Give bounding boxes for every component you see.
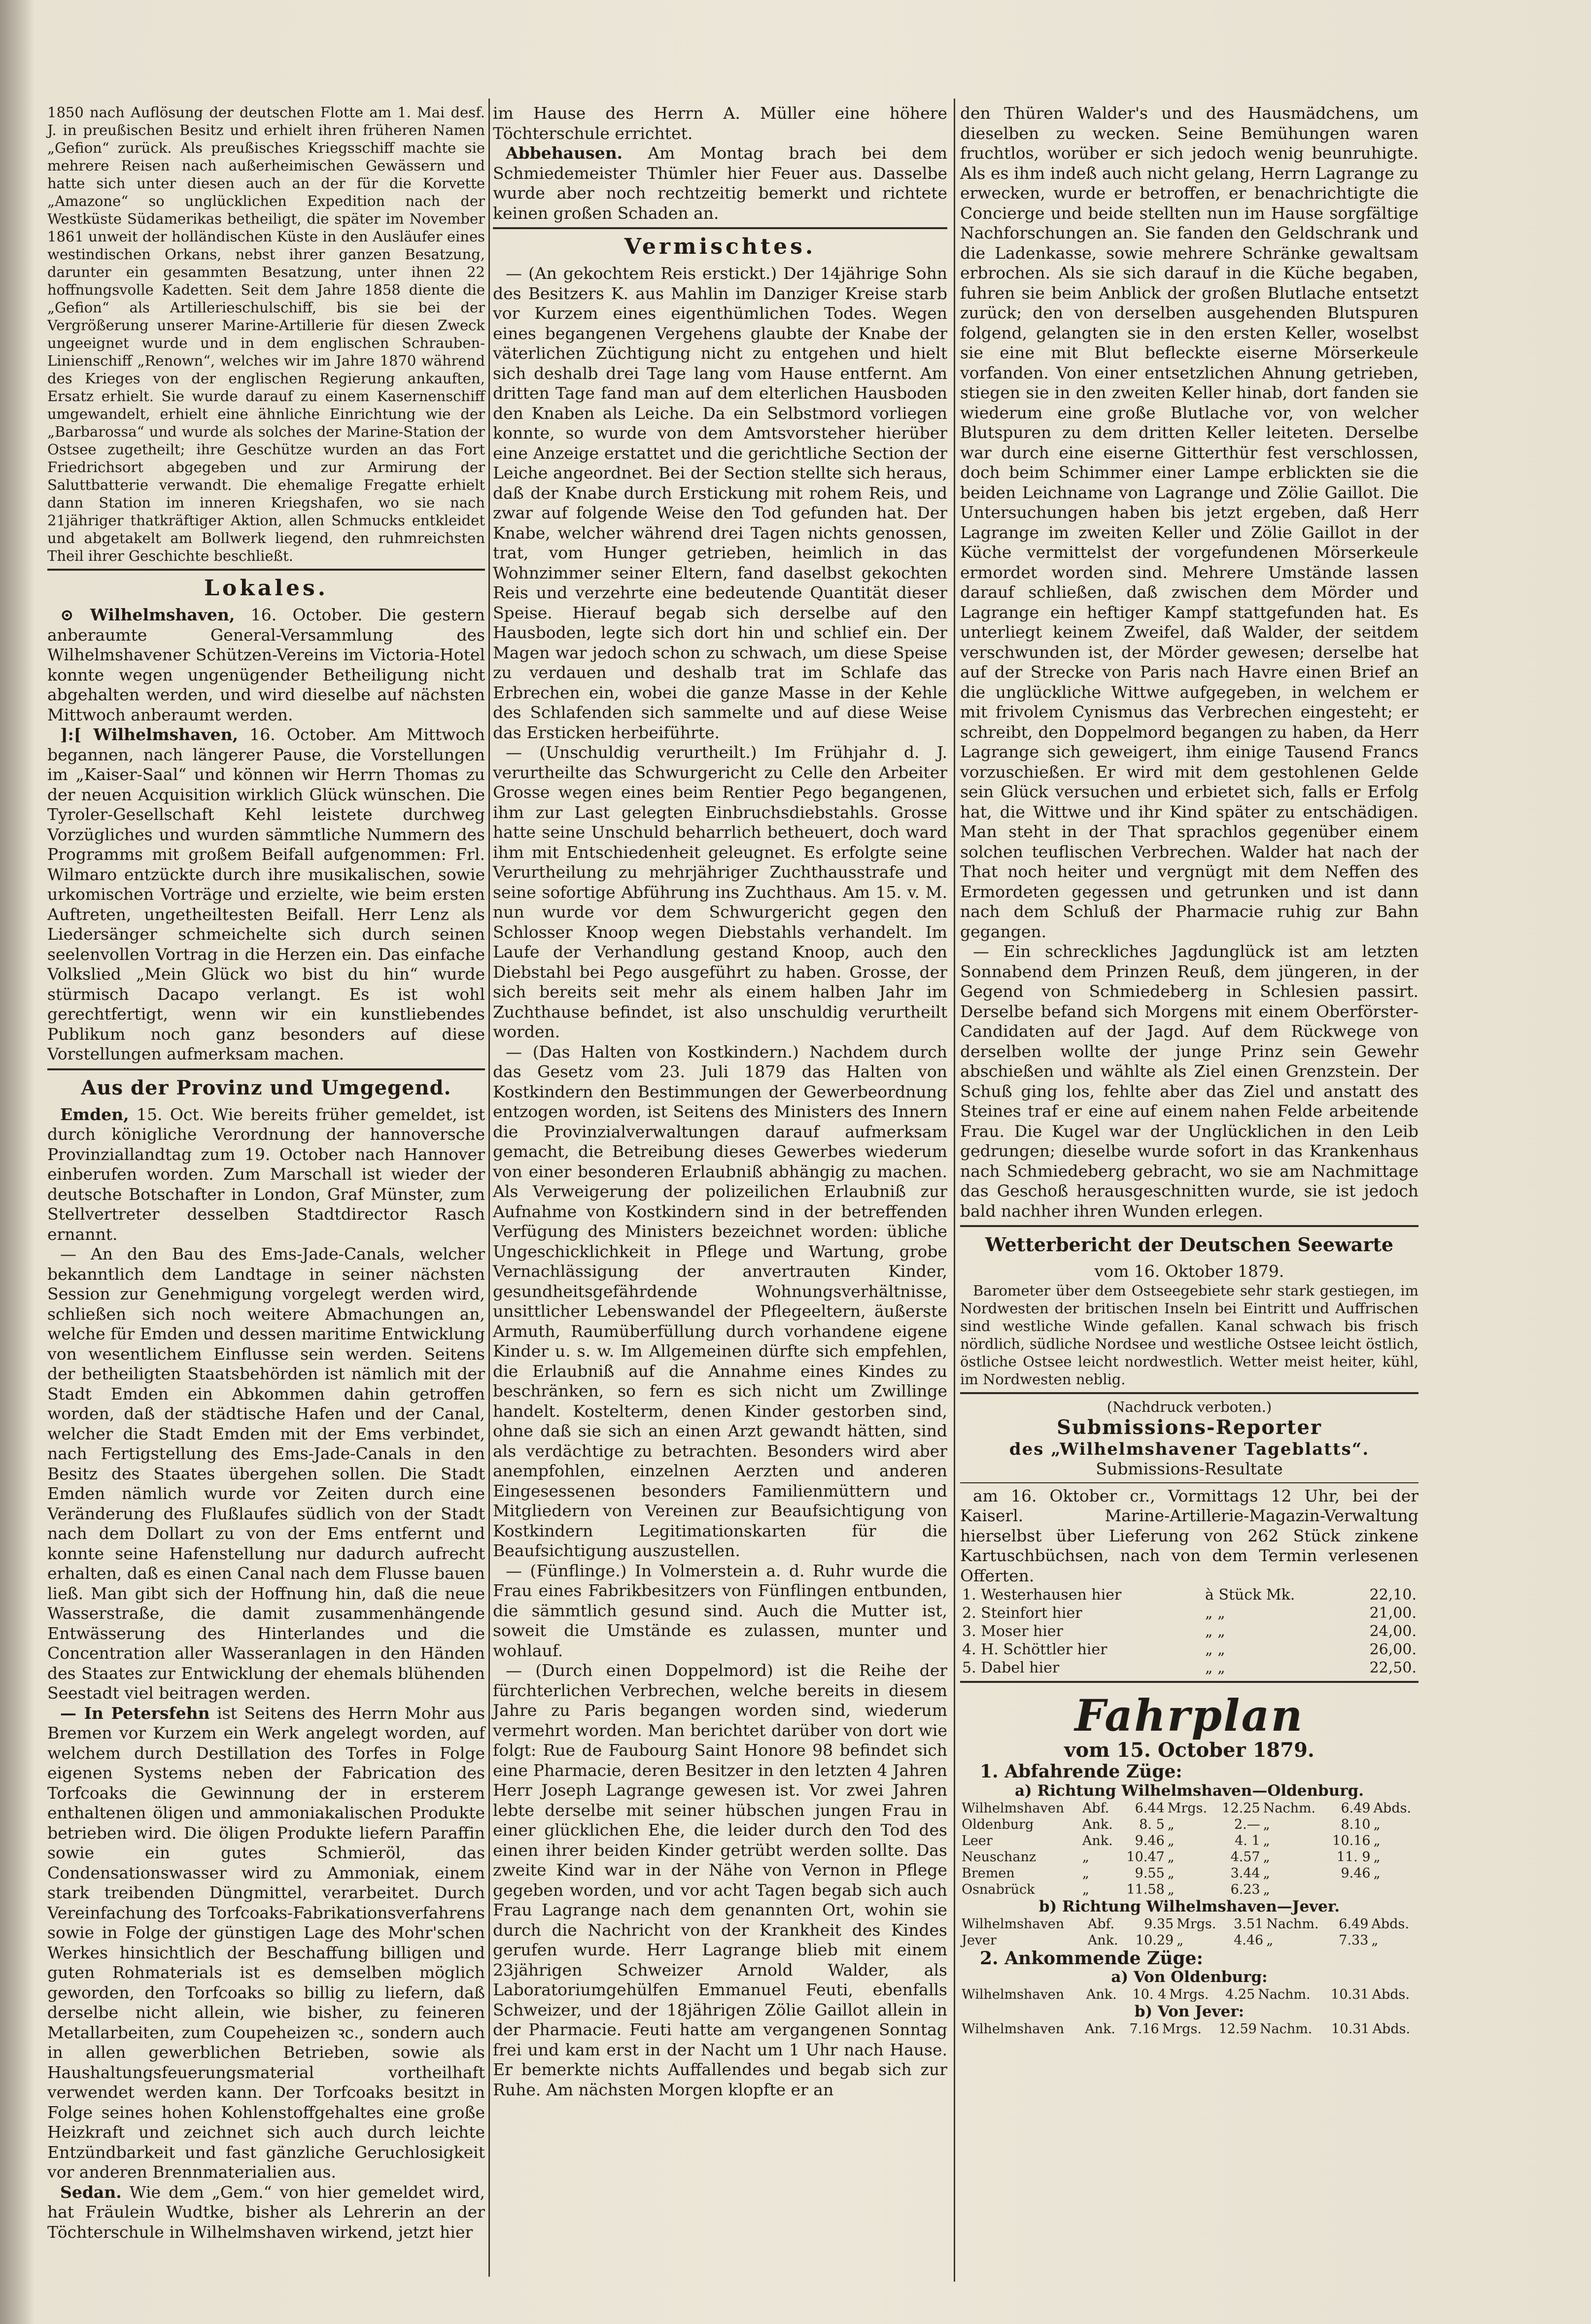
timetable-cell: Mrgs.	[1169, 1987, 1209, 2002]
submissions-heading: Submissions-Reporter	[1057, 1415, 1322, 1439]
timetable-cell: „	[1266, 1932, 1274, 1948]
station-name: Wilhelmshaven	[962, 1987, 1065, 2002]
continuation-text: im Hause des Herrn A. Müller eine höhere Töchterschule errichtet.	[493, 103, 947, 143]
timetable-cell: Abf.	[1082, 1800, 1109, 1816]
richtung-jever: b) Richtung Wilhelmshaven—Jever.	[1038, 1897, 1340, 1915]
timetable-cell: „	[1167, 1833, 1175, 1848]
submission-row	[960, 1586, 1418, 1604]
timetable-cell: 10.31	[1331, 1987, 1369, 2002]
column-3	[960, 103, 1418, 2037]
timetable-cell: Ank.	[1082, 1833, 1113, 1848]
submissions-text: am 16. Oktober cr., Vormittags 12 Uhr, bei der Kaiserl. Marine-Artillerie-Magazin-Verwaltung hierselbst über Lieferung von 262 Stück zinkene Kartuschbüchsen, nach von dem Termin verlesenen Offerten.	[960, 1486, 1418, 1585]
timetable-cell: „	[1167, 1849, 1175, 1865]
vermischtes-heading: Vermischtes.	[624, 234, 816, 259]
column-rule-2	[954, 99, 955, 2282]
timetable-cell: 3.51	[1234, 1916, 1264, 1932]
unit: „ „	[1205, 1605, 1225, 1622]
wetterbericht-text: Barometer über dem Ostseegebiete sehr stark gestiegen, im Nordwesten der britischen Inseln bei Eintritt und Auffrischen sind westliche Winde gefallen. Kanal schwach bis frisch nördlich, südliche Nordsee und westliche Ostsee leicht östlich, östliche Ostsee leicht nordwestlich. Wetter meist heiter, kühl, im Nordwesten neblig.	[960, 1282, 1418, 1388]
column-1	[47, 103, 485, 2242]
timetable-cell: Abds.	[1371, 1916, 1409, 1932]
fahrplan-title: Fahrplan	[1074, 1690, 1304, 1741]
price: 24,00.	[1369, 1623, 1417, 1640]
section-divider	[960, 1681, 1418, 1683]
provinz-heading: Aus der Provinz und Umgegend.	[81, 1076, 451, 1099]
timetable-row	[960, 1881, 1418, 1898]
submission-row	[960, 1659, 1418, 1677]
submission-row	[960, 1640, 1418, 1659]
timetable-cell: 4.25	[1225, 1987, 1255, 2002]
section-divider	[47, 569, 485, 571]
timetable-cell: Abds.	[1372, 2021, 1411, 2037]
timetable-cell: „	[1167, 1881, 1175, 1897]
timetable-cell: „	[1263, 1865, 1270, 1881]
lokales-item-1: ⊙ Wilhelmshaven, 16. October. Die gestern anberaumte General-Versammlung des Wilhelmshavener Schützen-Vereins im Victoria-Hotel konnte wegen ungenügender Betheiligung nicht abgehalten werden, und wird dieselbe auf nächsten Mittwoch anberaumt werden.	[47, 605, 485, 724]
station-name: Leer	[962, 1833, 993, 1848]
submissions-table	[960, 1586, 1418, 1677]
price: 21,00.	[1369, 1605, 1417, 1622]
lokales-heading: Lokales.	[204, 576, 329, 601]
unit: „ „	[1205, 1659, 1225, 1676]
section-divider	[47, 1068, 485, 1070]
timetable-cell: 8.10	[1341, 1816, 1371, 1832]
timetable-cell: 11. 9	[1336, 1849, 1371, 1865]
timetable-cell: Abf.	[1087, 1916, 1115, 1932]
timetable-cell: „	[1263, 1849, 1270, 1865]
timetable-cell: 12.59	[1218, 2021, 1257, 2037]
nachdruck-note: (Nachdruck verboten.)	[1107, 1398, 1272, 1415]
station-name: Oldenburg	[962, 1816, 1034, 1832]
timetable-cell: 10.29	[1135, 1932, 1174, 1948]
petersfehn-item: — In Petersfehn ist Seitens des Herrn Mohr aus Bremen vor Kurzem ein Werk angelegt worden, auf welchem durch Destillation des Torfes in Folge eigenen Systems neben der Fabrication des Torfcoaks die Gewinnung der in ersterem enthaltenen öligen und ammoniakalischen Produkte betrieben wird. Die öligen Produkte liefern Paraffin sowie ein gutes Schmieröl, das Condensationswasser wird zu Ammoniak, einem stark treibenden Düngmittel, verarbeitet. Durch Vereinfachung des Torfcoaks-Fabrikationsverfahrens sowie in Folge der günstigen Lage des Mohr'schen Werkes hinsichtlich der Beschaffung billigen und guten Rohmaterials ist es demselben möglich geworden, den Torfcoaks so billig zu liefern, daß derselbe nicht allein, wie bisher, zu feineren Metallarbeiten, zum Coupeheizen ꝛc., sondern auch in allen gewerblichen Betrieben, sowie als Haushaltungsfeuerungsmaterial vortheilhaft verwendet werden kann. Der Torfcoaks besitzt in Folge seines hohen Kohlenstoffgehaltes eine große Heizkraft und zeichnet sich auch durch leichte Entzündbarkeit und fast gänzliche Geruchlosigkeit vor anderen Brennmaterialien aus.	[47, 1703, 485, 2182]
timetable-cell: „	[1263, 1881, 1270, 1897]
divider	[960, 1482, 1418, 1483]
timetable-row	[960, 1833, 1418, 1849]
timetable-cell: 10.31	[1331, 2021, 1370, 2037]
timetable-cell: 2.—	[1234, 1816, 1260, 1832]
von-jever: b) Von Jever:	[1134, 2003, 1245, 2020]
price: 22,50.	[1369, 1659, 1417, 1676]
timetable-row	[960, 2021, 1418, 2037]
timetable-row	[960, 1986, 1418, 2003]
timetable-cell: 6.49	[1339, 1916, 1369, 1932]
timetable-cell: 3.44	[1230, 1865, 1260, 1881]
sedan-item: Sedan. Wie dem „Gem.“ von hier gemeldet wird, hat Fräulein Wudtke, bisher als Lehrerin an der Töchterschule in Wilhelmshaven wirkend, jetzt hier	[47, 2182, 485, 2242]
timetable-cell: 6.44	[1135, 1800, 1165, 1816]
bidder-name: 3. Moser hier	[962, 1623, 1063, 1640]
timetable-cell: „	[1263, 1833, 1270, 1848]
bidder-name: 2. Steinfort hier	[962, 1605, 1082, 1622]
dateline: — In Petersfehn	[60, 1703, 210, 1723]
timetable-cell: Nachm.	[1259, 2021, 1313, 2037]
timetable-cell: „	[1167, 1816, 1175, 1832]
wetterbericht-heading: Wetterbericht der Deutschen Seewarte	[985, 1233, 1394, 1256]
dateline: ]:[ Wilhelmshaven,	[60, 725, 239, 744]
timetable-cell: 7.16	[1129, 2021, 1159, 2037]
column-2	[493, 103, 947, 2100]
lokales-item-2: ]:[ Wilhelmshaven, 16. October. Am Mittwoch begannen, nach längerer Pause, die Vorstellungen im „Kaiser-Saal“ und können wir Herrn Thomas zu der neuen Acquisition wirklich Glück wünschen. Die Tyroler-Gesellschaft Kehl leistete durchweg Vorzügliches und wurden sämmtliche Nummern des Programms mit großem Beifall aufgenommen: Frl. Wilmaro entzückte durch ihre musikalischen, sowie urkomischen Vorträge und erzielte, wie beim ersten Auftreten, ungetheiltesten Beifall. Herr Lenz als Liedersänger schmeichelte sich durch seinen seelenvollen Vortrag in die Herzen ein. Das einfache Volkslied „Mein Glück wo bist du hin“ wurde stürmisch Dacapo verlangt. Es ist wohl gerechtfertigt, wenn wir ein kunstliebendes Publikum noch ganz besonders auf diese Vorstellungen aufmerksam machen.	[47, 725, 485, 1063]
timetable-cell: Nachm.	[1266, 1916, 1319, 1932]
timetable-cell: 11.58	[1126, 1881, 1165, 1897]
kostkinder-article: — (Das Halten von Kostkindern.) Nachdem durch das Gesetz vom 23. Juli 1879 das Halten von Kostkindern den Bestimmungen der Gewerbeordnung entzogen worden, ist Seitens des Ministers des Innern die Provinzialverwaltungen darauf aufmerksam gemacht, die Betreibung dieses Gewerbes wiederum von einer besonderen Erlaubniß abhängig zu machen. Als Verweigerung der polizeilichen Erlaubniß zur Aufnahme von Kostkindern sind in der betreffenden Verfügung des Ministers bezeichnet worden: übliche Ungeschicklichkeit in Pflege und Wartung, grobe Vernachlässigung der anvertrauten Kinder, gesundheitsgefährdende Wohnungsverhältnisse, unsittlicher Lebenswandel der Pflegeeltern, äußerste Armuth, Raumüberfüllung durch vorhandene eigene Kinder u. s. w. Im Allgemeinen dürfte sich empfehlen, die Erlaubniß auf die Annahme eines Kindes zu beschränken, so fern es sich nicht um Zwillinge handelt. Kostelterm, denen Kinder gestorben sind, ohne daß sie sich an einen Arzt gewandt hätten, sind als verdächtige zu betrachten. Besonders wird aber anempfohlen, einzelnen Aerzten und anderen Eingesessenen besonders Familienmüttern und Mitgliedern von Vereinen zur Beaufsichtigung von Kostkindern Legitimationskarten für die Beaufsichtigung auszustellen.	[493, 1042, 947, 1560]
timetable-cell: „	[1373, 1849, 1381, 1865]
timetable-cell: 10.47	[1126, 1849, 1165, 1865]
timetable-cell: „	[1082, 1865, 1089, 1881]
timetable-row	[960, 1916, 1418, 1932]
emden-item: Emden, 15. Oct. Wie bereits früher gemeldet, ist durch königliche Verordnung der hannoversche Provinziallandtag zum 19. October nach Hannover einberufen worden. Zum Marschall ist wieder der deutsche Botschafter in London, Graf Münster, zum Stellvertreter desselben Stadtdirector Rasch ernannt.	[47, 1104, 485, 1244]
timetable-row	[960, 1800, 1418, 1816]
von-oldenburg: a) Von Oldenburg:	[1111, 1968, 1268, 1986]
gefion-article: 1850 nach Auflösung der deutschen Flotte am 1. Mai desf. J. in preußischen Besitz und erhielt ihren früheren Namen „Gefion“ zurück. Als preußisches Kriegsschiff machte sie mehrere Reisen nach außerheimischen Gewässern und hatte sich unter diesen auch an der für die Korvette „Amazone“ so unglücklichen Expedition nach der Westküste Südamerikas betheiligt, die später im November 1861 unweit der holländischen Küste in den Ausläufer eines westindischen Orkans, nebst ihrer ganzen Besatzung, darunter ein gesammten Besatzung, unter ihnen 22 hoffnungsvolle Kadetten. Seit dem Jahre 1858 diente die „Gefion“ als Artillerieschulschiff, bis sie bei der Vergrößerung unserer Marine-Artillerie für diesen Zweck ungeeignet wurde und in dem englischen Schrauben-Linienschiff „Renown“, welches wir im Jahre 1870 während des Krieges von der englischen Regierung ankauften, Ersatz erhielt. Sie wurde darauf zu einem Kasernenschiff umgewandelt, erhielt eine ähnliche Einrichtung wie der „Barbarossa“ und wurde als solches der Marine-Station der Ostsee zugetheilt; ihre Geschütze wurden an das Fort Friedrichsort abgegeben und zur Armirung der Saluttbatterie verwandt. Die ehemalige Fregatte erhielt dann Station im inneren Kriegshafen, wo sie nach 21jähriger thatkräftiger Aktion, allen Schmucks entkleidet und abgetakelt am Bollwerk liegend, den ruhmreichsten Theil ihrer Geschichte beschließt.	[47, 104, 485, 564]
fuenflinge-article: — (Fünflinge.) In Volmerstein a. d. Ruhr wurde die Frau eines Fabrikbesitzers von Fünflingen entbunden, die sämmtlich gesund sind. Auch die Mutter ist, soweit die Umstände es zulassen, munter und wohlauf.	[493, 1561, 947, 1660]
section-divider	[960, 1225, 1418, 1227]
timetable-row	[960, 1816, 1418, 1833]
dateline: ⊙ Wilhelmshaven,	[60, 605, 235, 624]
timetable-cell	[1325, 1881, 1372, 1898]
station-name: Wilhelmshaven	[962, 2021, 1065, 2037]
timetable-cell: Abds.	[1373, 1800, 1412, 1816]
bidder-name: 1. Westerhausen hier	[962, 1586, 1122, 1604]
timetable-cell: 12.25	[1222, 1800, 1260, 1816]
timetable-cell: „	[1082, 1849, 1089, 1865]
dateline: Sedan.	[60, 2182, 122, 2202]
timetable-cell: 4.46	[1234, 1932, 1264, 1948]
unit: à Stück Mk.	[1205, 1586, 1295, 1604]
timetable-cell: 6.49	[1341, 1800, 1371, 1816]
timetable-row	[960, 1865, 1418, 1881]
bidder-name: 5. Dabel hier	[962, 1659, 1060, 1676]
jagdunglueck-article: — Ein schreckliches Jagdunglück ist am letzten Sonnabend dem Prinzen Reuß, dem jüngeren, in der Gegend von Schmiedeberg in Schlesien passirt. Derselbe befand sich Morgens mit einem Oberförster-Candidaten auf der Jagd. Auf dem Rückwege von derselben wollte der junge Prinz sein Gewehr abschießen und wählte als Ziel einen Grenzstein. Der Schuß ging los, fehlte aber das Ziel und anstatt des Steines traf er eine auf einem nahen Felde arbeitende Frau. Die Kugel war der Unglücklichen in den Leib gedrungen; dieselbe wurde sofort in das Krankenhaus nach Schmiedeberg gebracht, wo sie am Nachmittage das Geschoß herausgeschnitten wurde, sie ist jedoch bald nachher ihren Wunden erlegen.	[960, 942, 1418, 1221]
station-name: Wilhelmshaven	[962, 1800, 1065, 1816]
station-name: Wilhelmshaven	[962, 1916, 1065, 1932]
timetable-oldenburg	[960, 1800, 1418, 1898]
unschuldig-article: — (Unschuldig verurtheilt.) Im Frühjahr d. J. verurtheilte das Schwurgericht zu Celle den Arbeiter Grosse wegen eines beim Rentier Pego begangenen, ihm zur Last gelegten Einbruchsdiebstahls. Grosse hatte seine Unschuld beharrlich betheuert, doch ward ihm mit Entschiedenheit geleugnet. Es erfolgte seine Verurtheilung zu mehrjähriger Zuchthausstrafe und seine sofortige Abführung ins Zuchthaus. Am 15. v. M. nun wurde vor dem Schwurgericht gegen den Schlosser Knoop wegen Diebstahls verhandelt. Im Laufe der Verhandlung gestand Knoop, auch den Diebstahl bei Pego ausgeführt zu haben. Grosse, der sich bereits seit mehr als einem halben Jahr im Zuchthause befindet, ist also unschuldig verurtheilt worden.	[493, 743, 947, 1041]
timetable-cell: „	[1176, 1932, 1184, 1948]
timetable-cell: Mrgs.	[1176, 1916, 1216, 1932]
timetable-cell: Nachm.	[1258, 1987, 1311, 2002]
timetable-cell	[1372, 1881, 1418, 1898]
reis-article: — (An gekochtem Reis erstickt.) Der 14jährige Sohn des Besitzers K. aus Mahlin im Danziger Kreise starb vor Kurzem eines eigenthümlichen Todes. Wegen eines begangenen Vergehens glaubte der Knabe der väterlichen Züchtigung nicht zu entgehen und hielt sich deshalb drei Tage lang vom Hause entfernt. Am dritten Tage fand man auf dem elterlichen Hausboden den Knaben als Leiche. Da ein Selbstmord vorliegen konnte, so wurde von dem Amtsvorsteher hierüber eine Anzeige erstattet und die gerichtliche Section der Leiche angeordnet. Bei der Section stellte sich heraus, daß der Knabe durch Erstickung mit rohem Reis, und zwar auf folgende Weise den Tod gefunden hat. Der Knabe, welcher während drei Tagen nichts genossen, trat, vom Hunger getrieben, heimlich in das Wohnzimmer seiner Eltern, fand daselbst gekochten Reis und verzehrte eine bedeutende Quantität dieser Speise. Hierauf begab sich derselbe auf den Hausboden, legte sich dort hin und schlief ein. Der Magen war jedoch schon zu schwach, um diese Speise zu verdauen und deshalb trat im Schlafe das Erbrechen ein, wobei die ganze Masse in der Kehle des Schlafenden sich sammelte und auf diese Weise das Ersticken herbeiführte.	[493, 264, 947, 742]
submissions-subheading: des „Wilhelmshavener Tageblatts“.	[1009, 1439, 1370, 1459]
timetable-von-jever	[960, 2021, 1418, 2037]
unit: „ „	[1205, 1641, 1225, 1658]
submission-row	[960, 1604, 1418, 1622]
timetable-cell: Abds.	[1372, 1987, 1410, 2002]
timetable-cell: „	[1167, 1865, 1175, 1881]
fahrplan-date: vom 15. October 1879.	[1064, 1739, 1314, 1762]
timetable-cell: „	[1371, 1932, 1379, 1948]
timetable-cell: Ank.	[1086, 1987, 1117, 2002]
column-rule-1	[488, 99, 490, 2277]
timetable-cell: 9.46	[1341, 1865, 1371, 1881]
timetable-cell: 9.55	[1135, 1865, 1165, 1881]
section-divider	[493, 227, 947, 229]
dateline: Abbehausen.	[506, 143, 623, 163]
richtung-oldenburg: a) Richtung Wilhelmshaven—Oldenburg.	[1014, 1781, 1364, 1800]
timetable-row	[960, 1932, 1418, 1948]
book-spine-shadow	[0, 0, 35, 2324]
submissions-results-label: Submissions-Resultate	[1096, 1459, 1283, 1478]
price: 22,10.	[1369, 1586, 1417, 1604]
doppelmord-continuation: den Thüren Walder's und des Hausmädchens, um dieselben zu wecken. Seine Bemühungen waren fruchtlos, worüber er sich jedoch wenig beunruhigte. Als es ihm indeß auch nicht gelang, Herrn Lagrange zu erwecken, wurde er betroffen, er benachrichtigte die Concierge und beide stellten nun im Hause sorgfältige Nachforschungen an. Sie fanden den Geldschrank und die Ladenkasse, sowie mehrere Schränke gewaltsam erbrochen. Als sie sich darauf in die Küche begaben, fuhren sie beim Anblick der großen Blutlache entsetzt zurück; den von derselben ausgehenden Blutspuren folgend, gelangten sie in den ersten Keller, woselbst sie eine mit Blut befleckte eiserne Mörserkeule vorfanden. Von einer entsetzlichen Ahnung getrieben, stiegen sie in den zweiten Keller hinab, dort fanden sie wiederum eine große Blutlache vor, von welcher Blutspuren zu dem dritten Keller leiteten. Derselbe war durch eine eiserne Gitterthür fest verschlossen, doch beim Schimmer einer Lampe erblickten sie die beiden Leichname von Lagrange und Zölie Gaillot. Die Untersuchungen haben bis jetzt ergeben, daß Herr Lagrange im zweiten Keller und Zölie Gaillot in der Küche vermittelst der vorgefundenen Mörserkeule ermordet worden sind. Mehrere Umstände lassen darauf schließen, daß zwischen dem Mörder und Lagrange ein heftiger Kampf stattgefunden hat. Es unterliegt keinem Zweifel, daß Walder, der seitdem verschwunden ist, der Mörder gewesen; derselbe hat auf der Strecke von Paris nach Havre einen Brief an die unglückliche Wittwe aufgegeben, in welchem er mit frivolem Cynismus das Verbrechen eingesteht; er schreibt, den Doppelmord begangen zu haben, da Herr Lagrange sich geweigert, ihm einige Tausend Francs vorzuschießen. Er wird mit dem gestohlenen Gelde sein Glück versuchen und erbietet sich, falls er Erfolg hat, die Wittwe und ihr Kind später zu entschädigen. Man steht in der That sprachlos gegenüber einem solchen teuflischen Verbrechen. Walder hat nach der That noch heiter und vergnügt mit dem Neffen des Ermordeten gegessen und getrunken und ist dann nach dem Schluß der Pharmacie ruhig zur Bahn gegangen.	[960, 103, 1418, 941]
price: 26,00.	[1369, 1641, 1417, 1658]
doppelmord-article: — (Durch einen Doppelmord) ist die Reihe der fürchterlichen Verbrechen, welche bereits in diesem Jahre zu Paris begangen worden sind, wiederum vermehrt worden. Man berichtet darüber von dort wie folgt: Rue de Faubourg Saint Honore 98 befindet sich eine Pharmacie, deren Besitzer in den letzten 4 Jahren Herr Joseph Lagrange gewesen ist. Vor zwei Jahren lebte derselbe mit seiner hübschen jungen Frau in einer glücklichen Ehe, die leider durch den Tod des einen ihrer beiden Kinder getrübt werden sollte. Das zweite Kind war in der Nähe von Vernon in Pflege gegeben worden, und vor acht Tagen begab sich auch Frau Lagrange nach dem genannten Ort, wohin sie durch die Nachricht von der Krankheit des Kindes gerufen wurde. Herr Lagrange blieb mit einem 23jährigen Schweizer Arnold Walder, als Laboratoriumgehülfen Emmanuel Feuti, ebenfalls Schweizer, und der 18jährigen Zölie Gaillot allein in der Pharmacie. Feuti hatte am vergangenen Sonntag frei und kam erst in der Nacht um 1 Uhr nach Hause. Er bemerkte nichts Auffallendes und begab sich zur Ruhe. Am nächsten Morgen klopfte er an	[493, 1661, 947, 2099]
abbehausen-item: Abbehausen. Am Montag brach bei dem Schmiedemeister Thümler hier Feuer aus. Dasselbe wurde aber noch rechtzeitig bemerkt und richtete keinen großen Schaden an.	[493, 143, 947, 223]
timetable-cell: „	[1373, 1833, 1381, 1848]
timetable-cell: Ank.	[1085, 2021, 1116, 2037]
unit: „ „	[1205, 1623, 1225, 1640]
timetable-row	[960, 1849, 1418, 1865]
section-divider	[960, 1392, 1418, 1394]
timetable-cell: 6.23	[1230, 1881, 1260, 1897]
timetable-cell: Ank.	[1082, 1816, 1113, 1832]
ankommende-heading: 2. Ankommende Züge:	[980, 1948, 1203, 1969]
timetable-cell: 7.33	[1339, 1932, 1369, 1948]
timetable-cell: Nachm.	[1263, 1800, 1316, 1816]
timetable-cell: 4. 1	[1235, 1833, 1260, 1848]
timetable-cell: „	[1263, 1816, 1270, 1832]
station-name: Neuschanz	[962, 1849, 1037, 1865]
timetable-cell: Mrgs.	[1162, 2021, 1202, 2037]
station-name: Jever	[962, 1932, 997, 1948]
timetable-jever	[960, 1916, 1418, 1948]
station-name: Osnabrück	[962, 1881, 1035, 1897]
dateline: Emden,	[60, 1104, 129, 1124]
submission-row	[960, 1622, 1418, 1640]
timetable-cell: „	[1082, 1881, 1089, 1897]
wetterbericht-date: vom 16. Oktober 1879.	[1094, 1262, 1284, 1281]
abfahrende-heading: 1. Abfahrende Züge:	[980, 1761, 1182, 1782]
timetable-cell: 9.46	[1135, 1833, 1165, 1848]
timetable-cell: 4.57	[1230, 1849, 1260, 1865]
timetable-cell: 10.16	[1332, 1833, 1371, 1848]
emden-canal-item: — An den Bau des Ems-Jade-Canals, welcher bekanntlich dem Landtage in seiner nächsten Session zur Genehmigung vorgelegt werden wird, schließen sich noch weitere Abmachungen an, welche für Emden und dessen maritime Entwicklung von wesentlichem Einflusse sein werden. Seitens der betheiligten Staatsbehörden ist nämlich mit der Stadt Emden ein Abkommen dahin getroffen worden, daß der städtische Hafen und der Canal, welcher die Stadt Emden mit der Ems verbindet, nach Fertigstellung des Ems-Jade-Canals in den Besitz des Staates übergehen sollen. Die Stadt Emden nämlich wurde vor Zeiten durch eine Veränderung des Flußlaufes südlich von der Stadt nach dem Dollart zu von der Ems entfernt und konnte seine Hafenstellung nur dadurch aufrecht erhalten, daß es einen Canal nach dem Flusse bauen ließ. Man gibt sich der Hoffnung hin, daß die neue Wasserstraße, die damit zusammenhängende Entwässerung des Hinterlandes und die Concentration aller Wasseranlagen in den Händen des Staates zur Entwicklung der ehemals blühenden Seestadt viel beitragen werden.	[47, 1244, 485, 1703]
timetable-von-oldenburg	[960, 1986, 1418, 2003]
timetable-cell: Ank.	[1087, 1932, 1118, 1948]
bidder-name: 4. H. Schöttler hier	[962, 1641, 1107, 1658]
timetable-cell: 9.35	[1144, 1916, 1174, 1932]
station-name: Bremen	[962, 1865, 1015, 1881]
timetable-cell: „	[1373, 1865, 1381, 1881]
timetable-cell: 10. 4	[1132, 1987, 1167, 2002]
timetable-cell: „	[1373, 1816, 1381, 1832]
timetable-cell: Mrgs.	[1167, 1800, 1208, 1816]
timetable-cell: 8. 5	[1139, 1816, 1165, 1832]
